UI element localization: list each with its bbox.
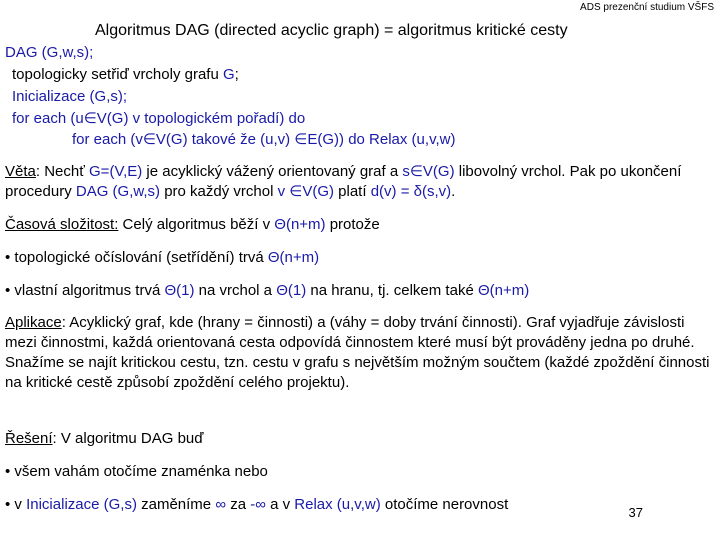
bullet-algorithm xyxy=(5,281,712,301)
bullet-algorithm-theta-1: Θ(1) xyxy=(164,282,195,299)
theorem-distance: d(v) = δ(s,v) xyxy=(370,183,452,200)
code-line-2-end: ; xyxy=(234,66,239,83)
theorem-text-5: platí xyxy=(334,183,371,200)
slide-title: Algoritmus DAG (directed acyclic graph) = algoritmus kritické cesty xyxy=(95,22,568,39)
theorem-text-4: pro každý vrchol xyxy=(160,183,278,200)
bullet-algorithm-text-1: • vlastní algoritmus trvá xyxy=(5,282,165,299)
bullet-infinity-relax: Relax (u,v,w) xyxy=(294,496,381,513)
bullet-topological-theta: Θ(n+m) xyxy=(267,249,320,266)
complexity-text-2: protože xyxy=(325,216,380,233)
bullet-topological xyxy=(5,248,712,268)
theorem-dag: DAG (G,w,s) xyxy=(75,183,161,200)
code-line-2-text: topologicky setřiď vrcholy grafu xyxy=(12,66,223,83)
application-label: Aplikace xyxy=(5,314,62,331)
bullet-infinity-text-2: zaměníme xyxy=(136,496,216,513)
bullet-infinity-text-1: • v xyxy=(5,496,27,513)
theorem-text-2: je acyklický vážený orientovaný graf a xyxy=(142,163,403,180)
complexity-label: Časová složitost: xyxy=(5,216,119,233)
bullet-infinity-inf: ∞ xyxy=(215,496,227,513)
application-text: : Acyklický graf, kde (hrany = činnosti) a (váhy = doby trvání činnosti). Graf vyjadřuje závislosti mezi činnostmi, každá orientovaná cesta odpovídá činnostem které musí být prováděny jedna po druhé. Snažíme se najít kritickou cestu, tzn. cestu v grafu s největším možným součtem (každé zpoždění činnosti na kritické cestě způsobí zpoždění celého projektu). xyxy=(5,314,710,391)
bullet-infinity-text-5: otočíme nerovnost xyxy=(380,496,509,513)
bullet-infinity xyxy=(5,495,610,515)
theorem-source: s∈V(G) xyxy=(402,163,455,180)
code-line-3: Inicializace (G,s); xyxy=(12,88,128,105)
theorem-text-6: . xyxy=(451,183,456,200)
complexity-text-1: Celý algoritmus běží v xyxy=(118,216,275,233)
code-line-5: for each (v∈V(G) takové že (u,v) ∈E(G)) do Relax (u,v,w) xyxy=(72,131,456,148)
complexity-paragraph xyxy=(5,215,712,235)
theorem-graph: G=(V,E) xyxy=(89,163,143,180)
solution-text: : V algoritmu DAG buď xyxy=(52,430,204,447)
bullet-negate-weights: • všem vahám otočíme znaménka nebo xyxy=(5,463,268,480)
bullet-algorithm-theta-3: Θ(n+m) xyxy=(477,282,530,299)
header-note: ADS prezenční studium VŠFS xyxy=(580,2,714,13)
code-line-2-g: G xyxy=(222,66,235,83)
theorem-text-1: : Nechť xyxy=(35,163,90,180)
bullet-topological-text: • topologické očíslování (setřídění) trvá xyxy=(5,249,268,266)
bullet-algorithm-text-3: na hranu, tj. celkem také xyxy=(306,282,478,299)
bullet-infinity-neg-inf: -∞ xyxy=(250,496,266,513)
code-line-1: DAG (G,w,s); xyxy=(5,44,94,61)
bullet-infinity-text-4: a v xyxy=(265,496,295,513)
code-line-2 xyxy=(12,66,239,83)
solution-label: Řešení xyxy=(5,430,53,447)
bullet-infinity-init: Inicializace (G,s) xyxy=(26,496,137,513)
theorem-label: Věta xyxy=(5,163,36,180)
bullet-algorithm-text-2: na vrchol a xyxy=(194,282,277,299)
theorem-vertex: v ∈V(G) xyxy=(277,183,334,200)
code-line-4: for each (u∈V(G) v topologickém pořadí) do xyxy=(12,110,306,127)
application-paragraph xyxy=(5,313,712,393)
bullet-infinity-text-3: za xyxy=(226,496,251,513)
theorem-paragraph xyxy=(5,162,712,202)
theorem-text-3: libovolný vrchol. Pak po ukončení procedury xyxy=(5,163,682,200)
slide-number: 37 xyxy=(628,505,643,520)
complexity-theta: Θ(n+m) xyxy=(274,216,326,233)
solution-paragraph xyxy=(5,429,712,449)
bullet-algorithm-theta-2: Θ(1) xyxy=(276,282,307,299)
